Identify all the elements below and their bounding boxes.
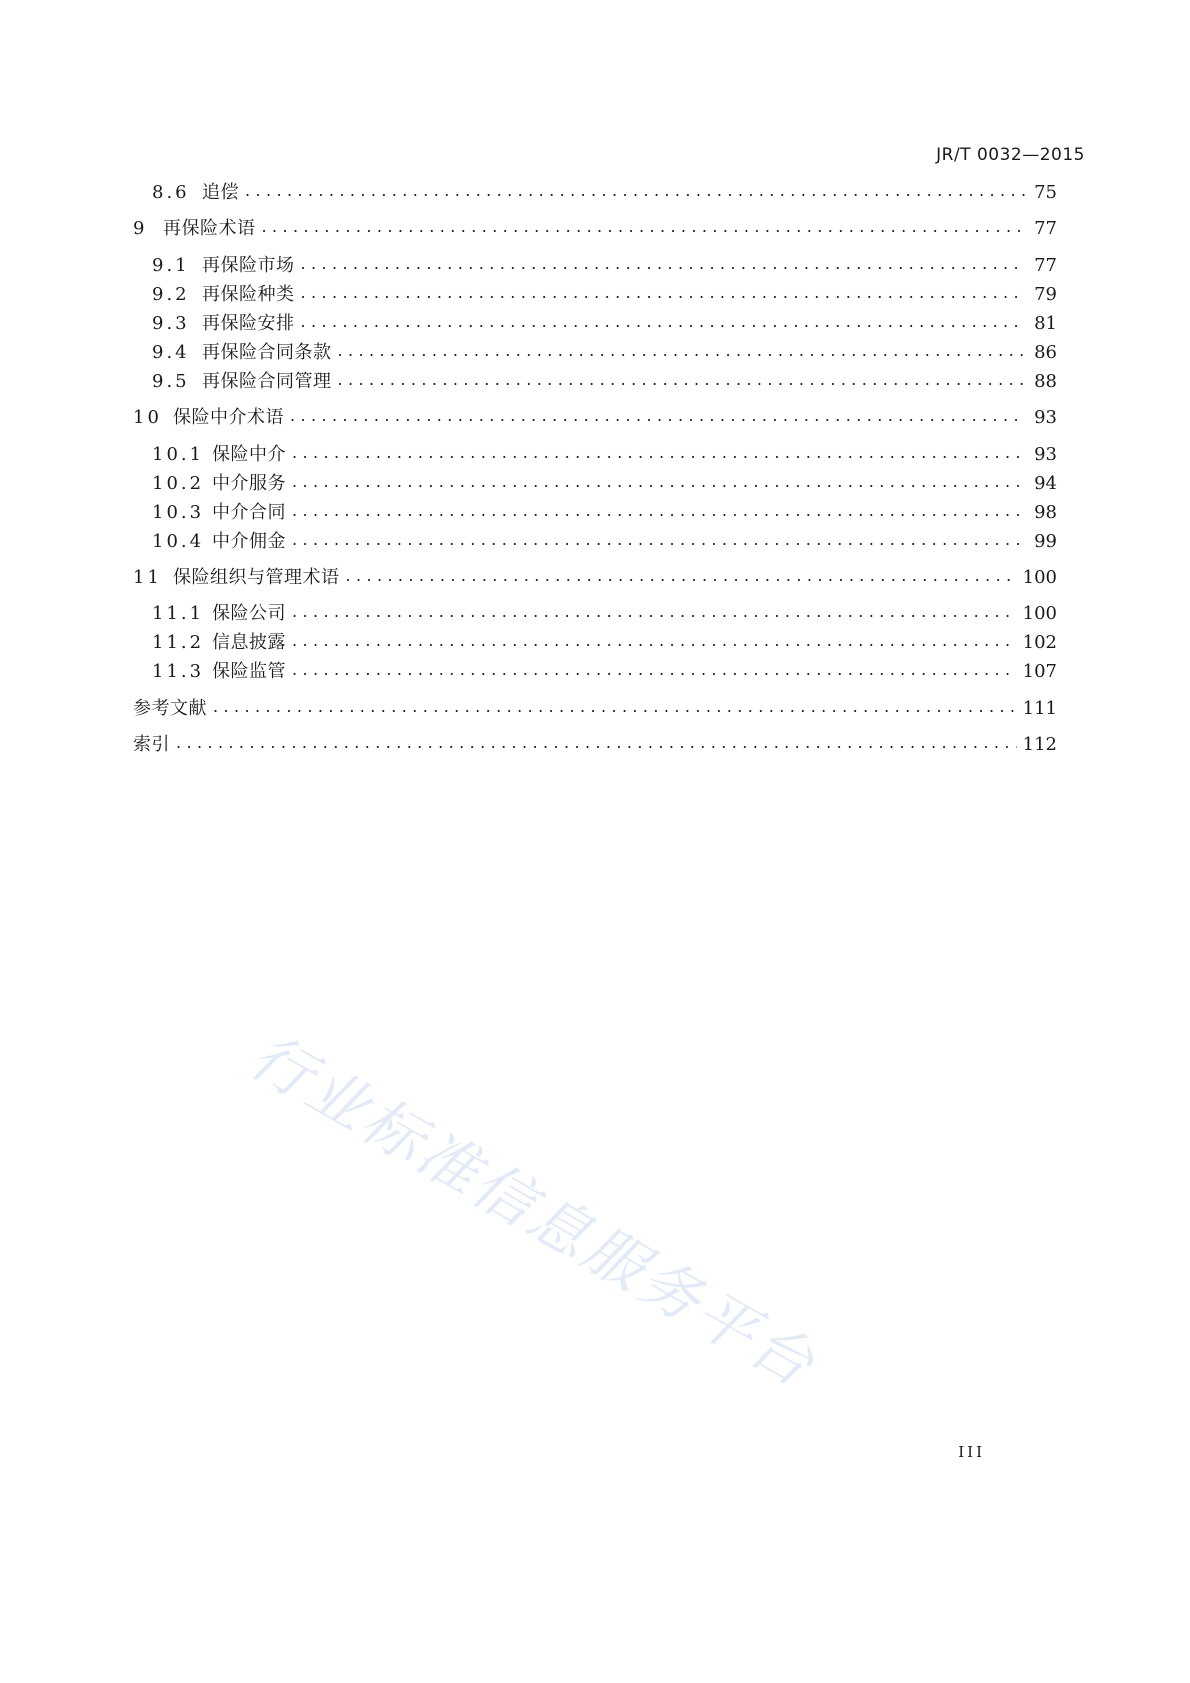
toc-leader-dots <box>292 496 1025 526</box>
toc-leader-dots <box>292 597 1017 627</box>
toc-entry[interactable] <box>133 628 1057 658</box>
toc-entry-title: 参考文献 <box>133 698 207 719</box>
toc-entry[interactable] <box>133 338 1057 368</box>
toc-leader-dots <box>213 692 1017 722</box>
toc-entry-page: 81 <box>1034 313 1057 334</box>
document-code: JR/T 0032—2015 <box>936 145 1085 165</box>
toc-entry[interactable] <box>133 657 1057 687</box>
toc-leader-dots <box>290 401 1025 431</box>
toc-entry-page: 100 <box>1022 567 1057 588</box>
toc-entry-title: 再保险市场 <box>202 255 295 276</box>
toc-entry-page: 100 <box>1022 603 1057 624</box>
toc-entry-number: 9 <box>133 218 148 239</box>
toc-entry-title: 保险组织与管理术语 <box>173 567 340 588</box>
toc-entry-page: 94 <box>1034 473 1057 494</box>
toc-entry[interactable] <box>133 563 1057 593</box>
toc-entry-title: 保险公司 <box>212 603 286 624</box>
toc-entry-number: 11.2 <box>152 632 205 653</box>
toc-entry-page: 111 <box>1022 698 1057 719</box>
toc-entry-page: 93 <box>1034 407 1057 428</box>
toc-entry-title: 索引 <box>133 734 170 755</box>
toc-entry[interactable] <box>133 730 1057 760</box>
toc-entry-number: 9.2 <box>152 284 190 305</box>
toc-entry-title: 再保险术语 <box>163 218 256 239</box>
toc-entry-title: 中介服务 <box>212 473 286 494</box>
toc-entry-page: 107 <box>1022 661 1057 682</box>
toc-entry-number: 9.4 <box>152 342 190 363</box>
toc-entry-number: 10.4 <box>152 531 205 552</box>
toc-entry-title: 保险监管 <box>212 661 286 682</box>
toc-entry-page: 88 <box>1034 371 1057 392</box>
toc-entry-title: 中介合同 <box>212 502 286 523</box>
toc-entry[interactable] <box>133 214 1057 244</box>
toc-entry-title: 保险中介术语 <box>173 407 284 428</box>
toc-leader-dots <box>346 561 1017 591</box>
toc-entry-page: 77 <box>1034 218 1057 239</box>
toc-entry[interactable] <box>133 251 1057 281</box>
toc-leader-dots <box>292 438 1025 468</box>
toc-entry-page: 98 <box>1034 502 1057 523</box>
toc-entry-number: 11.3 <box>152 661 205 682</box>
toc-entry[interactable] <box>133 498 1057 528</box>
toc-entry[interactable] <box>133 403 1057 433</box>
toc-leader-dots <box>301 249 1026 279</box>
toc-entry-page: 93 <box>1034 444 1057 465</box>
toc-leader-dots <box>338 336 1026 366</box>
watermark-text: 行业标准信息服务平台 <box>238 1021 828 1402</box>
toc-entry-number: 11.1 <box>152 603 205 624</box>
toc-entry-page: 86 <box>1034 342 1057 363</box>
toc-leader-dots <box>301 278 1026 308</box>
toc-entry-page: 75 <box>1034 182 1057 203</box>
toc-entry-number: 10.2 <box>152 473 205 494</box>
toc-entry-title: 再保险安排 <box>202 313 295 334</box>
toc-entry-title: 追偿 <box>202 182 239 203</box>
toc-entry[interactable] <box>133 178 1057 208</box>
toc-leader-dots <box>245 176 1025 206</box>
toc-leader-dots <box>292 655 1017 685</box>
toc-entry[interactable] <box>133 469 1057 499</box>
page-number: III <box>958 1443 985 1461</box>
toc-leader-dots <box>262 212 1026 242</box>
toc-entry[interactable] <box>133 527 1057 557</box>
toc-entry-number: 9.5 <box>152 371 190 392</box>
toc-entry-number: 11 <box>133 567 162 588</box>
toc-leader-dots <box>292 525 1025 555</box>
toc-entry-title: 信息披露 <box>212 632 286 653</box>
toc-entry[interactable] <box>133 367 1057 397</box>
toc-entry[interactable] <box>133 309 1057 339</box>
toc-entry-page: 112 <box>1022 734 1057 755</box>
toc-entry-title: 中介佣金 <box>212 531 286 552</box>
toc-entry-page: 102 <box>1022 632 1057 653</box>
toc-entry-title: 再保险种类 <box>202 284 295 305</box>
toc-entry-page: 77 <box>1034 255 1057 276</box>
toc-entry[interactable] <box>133 440 1057 470</box>
toc-entry-page: 99 <box>1034 531 1057 552</box>
toc-leader-dots <box>292 467 1025 497</box>
toc-entry-title: 保险中介 <box>212 444 286 465</box>
toc-entry-title: 再保险合同管理 <box>202 371 332 392</box>
toc-entry[interactable] <box>133 280 1057 310</box>
toc-entry-number: 9.3 <box>152 313 190 334</box>
toc-entry[interactable] <box>133 599 1057 629</box>
toc-entry-number: 9.1 <box>152 255 190 276</box>
toc-entry-number: 10.3 <box>152 502 205 523</box>
toc-entry-page: 79 <box>1034 284 1057 305</box>
toc-leader-dots <box>176 728 1017 758</box>
toc-leader-dots <box>338 365 1026 395</box>
toc-entry-number: 8.6 <box>152 182 190 203</box>
toc-entry-number: 10 <box>133 407 162 428</box>
toc-entry[interactable] <box>133 694 1057 724</box>
toc-entry-title: 再保险合同条款 <box>202 342 332 363</box>
toc-leader-dots <box>292 626 1017 656</box>
toc-entry-number: 10.1 <box>152 444 205 465</box>
toc-leader-dots <box>301 307 1026 337</box>
